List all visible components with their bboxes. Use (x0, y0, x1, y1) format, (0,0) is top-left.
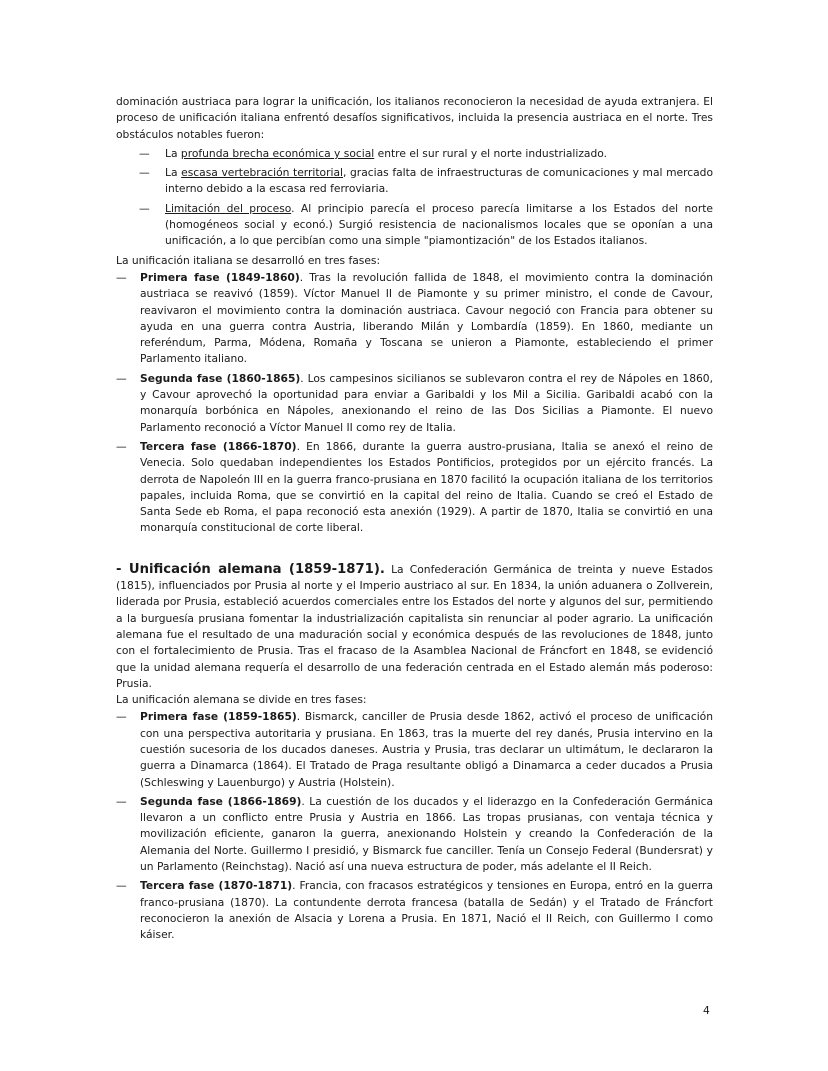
intro-paragraph: dominación austriaca para lograr la unificación, los italianos reconocieron la necesidad de ayuda extranjera. El proceso de unificación italiana enfrentó desafíos significativos, incluida la presencia austriaca en el norte. Tres obstáculos notables fueron: (116, 95, 713, 141)
obstacle-item: — La escasa vertebración territorial, gracias falta de infraestructuras de comunicaciones y mal mercado interno debido a la escasa red ferroviaria. (165, 165, 713, 198)
phase-title: Tercera fase (1866-1870) (140, 439, 297, 453)
phase-item: — Primera fase (1859-1865). Bismarck, canciller de Prusia desde 1862, activó el proceso de unificación con una perspectiva autoritaria y prusiana. En 1863, tras la muerte del rey danés, Prusia intervino en la cuestión sucesoria de los ducados daneses. Austria y Prusia, tras declarar un ultimátum, le declararon la guerra a Dinamarca (1864). El Tratado de Praga resultante obligó a Dinamarca a ceder ducados a Prusia (Schleswing y Lauenburgo) y Austria (Holstein). (140, 709, 713, 790)
obstacle-title: profunda brecha económica y social (180, 146, 375, 160)
page-body (116, 94, 713, 947)
phase-item: — Segunda fase (1866-1869). La cuestión de los ducados y el liderazgo en la Confederación Germánica llevaron a un conflicto entre Prusia y Austria en 1866. Las tropas prusianas, con ventaja técnica y movilización eficiente, ganaron la guerra, anexionando Holstein y creando la Confederación de la Alemania del Norte. Guillermo I presidió, y Bismarck fue canciller. Tenía un Consejo Federal (Bundersrat) y un Parlamento (Reinchstag). Nació así una nueva estructura de poder, más adelante el II Reich. (140, 794, 713, 875)
phase-title: Segunda fase (1866-1869) (140, 794, 302, 808)
phase-item: — Tercera fase (1870-1871). Francia, con fracasos estratégicos y tensiones en Europa, entró en la guerra franco-prusiana (1870). La contundente derrota francesa (batalla de Sedán) y el Tratado de Fráncfort reconocieron la anexión de Alsacia y Lorena a Prusia. En 1871, Nació el II Reich, con Guillermo I como káiser. (140, 878, 713, 943)
phase-item: — Segunda fase (1860-1865). Los campesinos sicilianos se sublevaron contra el rey de Nápoles en 1860, y Cavour aprovechó la oportunidad para enviar a Garibaldi y los Mil a Sicilia. Garibaldi acabó con la monarquía borbónica en Nápoles, anexionando el reino de las Dos Sicilias a Piamonte. El nuevo Parlamento reconoció a Víctor Manuel II como rey de Italia. (140, 371, 713, 436)
phase-title: Tercera fase (1870-1871) (140, 879, 293, 893)
phase-title: Segunda fase (1860-1865) (140, 371, 301, 385)
phase-title: Primera fase (1859-1865) (140, 710, 297, 724)
page-number: 4 (703, 1004, 710, 1017)
germany-paragraph: - Unificación alemana (1859-1871). La Confederación Germánica de treinta y nueve Estados (1815), influenciados por Prusia al norte y el Imperio austriaco al sur. En 1834, la unión aduanera o Zollverein, liderada por Prusia, estableció acuerdos comerciales entre los Estados del norte y algunos del sur, permitiendo a la burguesía prusiana fomentar la industrialización capitalista sin renunciar al poder agrario. La unificación alemana fue el resultado de una maduración social y económica después de las revoluciones de 1848, junto con el fortalecimiento de Prusia. Tras el fracaso de la Asamblea Nacional de Fráncfort en 1848, se evidenció que la unidad alemana requería el desarrollo de una federación centrada en el Estado alemán más poderoso: Prusia. (116, 561, 713, 690)
obstacles-list (116, 146, 713, 250)
phase-title: Primera fase (1849-1860) (140, 270, 300, 284)
germany-phases-intro: La unificación alemana se divide en tres fases: (116, 693, 367, 707)
phase-item: — Primera fase (1849-1860). Tras la revolución fallida de 1848, el movimiento contra la dominación austriaca se reavivó (1859). Víctor Manuel II de Piamonte y su primer ministro, el conde de Cavour, reavivaron el movimiento contra la dominación austriaca. Cavour negoció con Francia para obtener su ayuda en una guerra contra Austria, liberando Milán y Lombardía (1859). En 1860, mediante un referéndum, Parma, Módena, Romaña y Toscana se unieron a Piamonte, estableciendo el primer Parlamento italiano. (140, 270, 713, 368)
obstacle-item: — La profunda brecha económica y social entre el sur rural y el norte industrializado. (165, 146, 713, 162)
phase-item: — Tercera fase (1866-1870). En 1866, durante la guerra austro-prusiana, Italia se anexó el reino de Venecia. Solo quedaban independientes los Estados Pontificios, protegidos por un ejército francés. La derrota de Napoleón III en la guerra franco-prusiana en 1870 facilitó la ocupación italiana de los territorios papales, incluida Roma, que se convirtió en la capital del reino de Italia. Cuando se creó el Estado de Santa Sede eb Roma, el papa reconoció esta anexión (1929). A partir de 1870, Italia se convirtió en una monarquía constitucional de corte liberal. (140, 439, 713, 537)
italy-phases-intro: La unificación italiana se desarrolló en tres fases: (116, 253, 381, 267)
germany-phases-list (116, 709, 713, 943)
italy-phases-list (116, 270, 713, 537)
obstacle-title: Limitación del proceso (165, 201, 292, 215)
section-heading: - Unificación alemana (1859-1871). (116, 561, 385, 577)
obstacle-item: — Limitación del proceso. Al principio parecía el proceso parecía limitarse a los Estados del norte (homogéneos social y econó.) Surgió resistencia de nacionalismos locales que se oponían a una unificación, a lo que percibían como una simple "piamontización" de los Estados italianos. (165, 201, 713, 250)
obstacle-title: escasa vertebración territorial (181, 166, 343, 180)
